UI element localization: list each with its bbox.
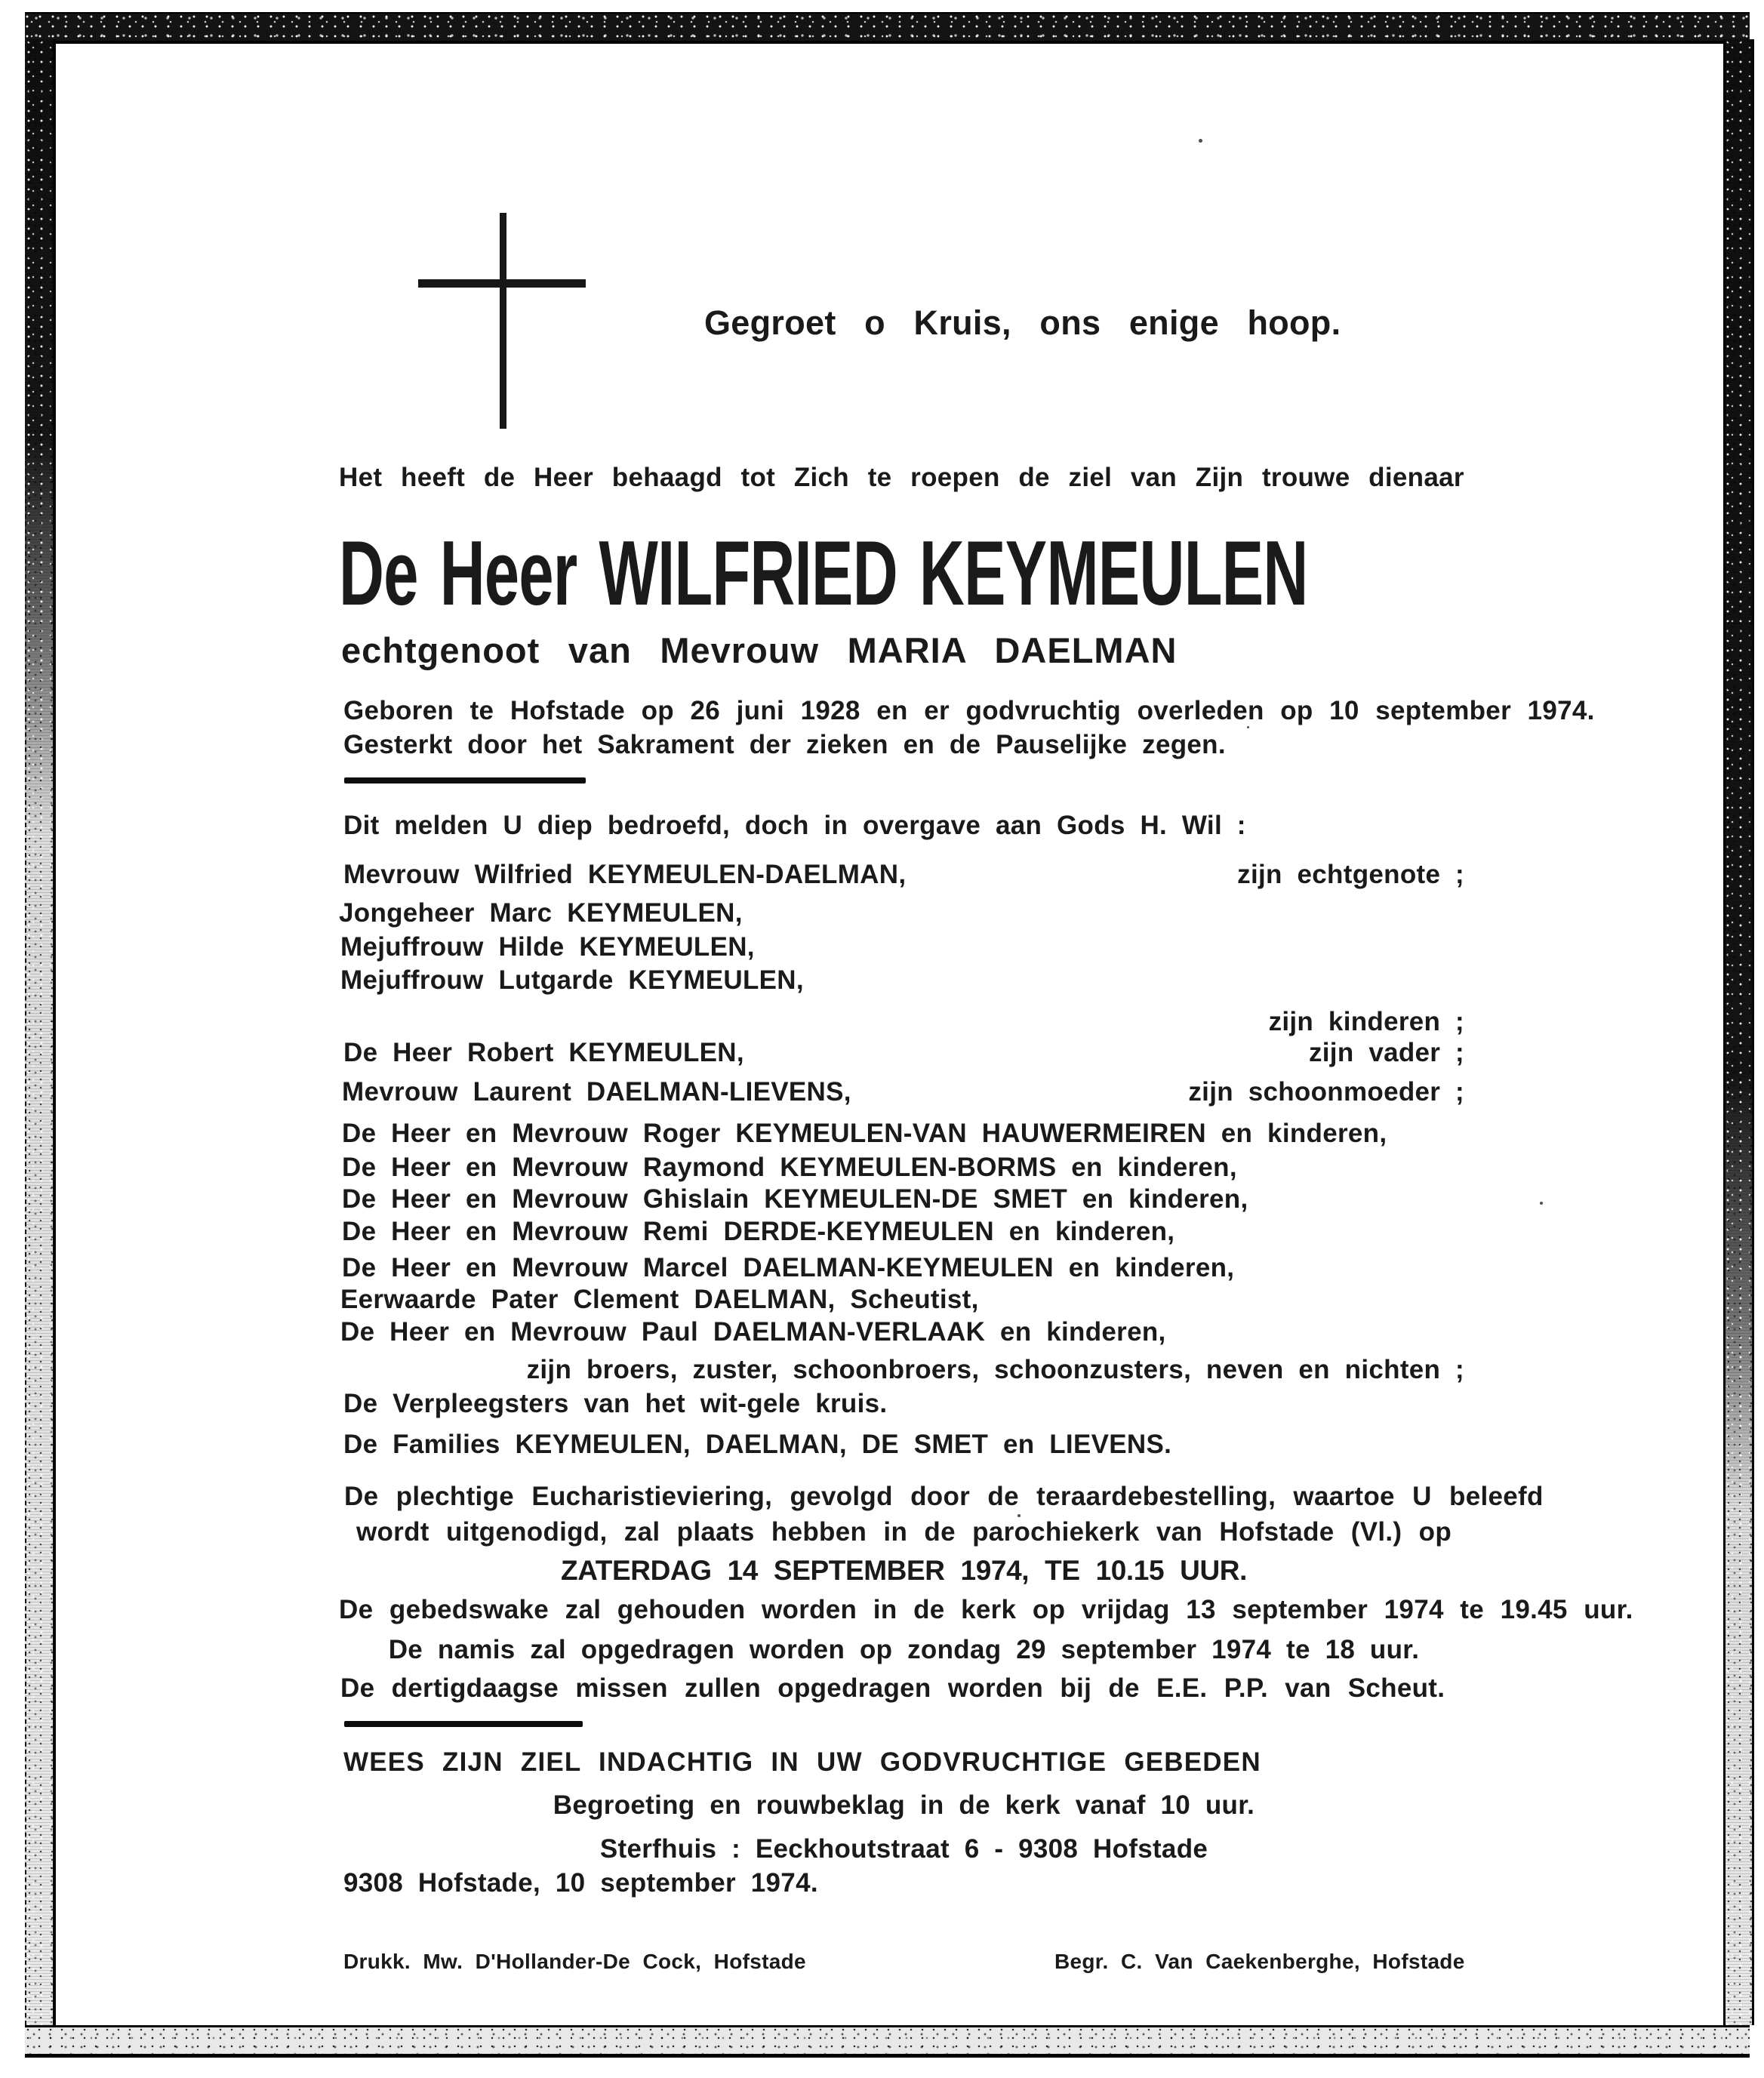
family-member: De Heer Robert KEYMEULEN, bbox=[343, 1038, 744, 1067]
frame-top-band bbox=[25, 12, 1750, 44]
thirty-day-line: De dertigdaagse missen zullen opgedragen worden bij de E.E. P.P. van Scheut. bbox=[340, 1673, 1445, 1703]
relation-label: zijn broers, zuster, schoonbroers, schoonzusters, neven en nichten ; bbox=[526, 1355, 1464, 1384]
family-member: Mejuffrouw Lutgarde KEYMEULEN, bbox=[340, 965, 804, 995]
scan-speck bbox=[1199, 139, 1202, 143]
family-member: De Heer en Mevrouw Marcel DAELMAN-KEYMEULEN en kinderen, bbox=[342, 1253, 1235, 1282]
relation-label: zijn kinderen ; bbox=[1268, 1007, 1464, 1036]
family-member: Jongeheer Marc KEYMEULEN, bbox=[339, 898, 743, 928]
frame-bottom-band bbox=[25, 2025, 1750, 2058]
greeting-line: Begroeting en rouwbeklag in de kerk vanaf 10 uur. bbox=[553, 1790, 1255, 1820]
family-member: De Heer en Mevrouw Raymond KEYMEULEN-BORMS en kinderen, bbox=[342, 1153, 1237, 1182]
deceased-name: De Heer WILFRIED KEYMEULEN bbox=[339, 522, 1308, 624]
family-member: De Heer en Mevrouw Paul DAELMAN-VERLAAK en kinderen, bbox=[340, 1317, 1166, 1347]
vigil-line: De gebedswake zal gehouden worden in de kerk op vrijdag 13 september 1974 te 19.45 uur. bbox=[339, 1595, 1633, 1624]
memorial-mass-line: De namis zal opgedragen worden op zondag 29 september 1974 te 18 uur. bbox=[388, 1635, 1420, 1664]
service-line-1: De plechtige Eucharistieviering, gevolgd door de teraardebestelling, waartoe U beleefd bbox=[344, 1482, 1544, 1511]
relation-label: zijn echtgenote ; bbox=[1237, 860, 1464, 889]
divider-rule bbox=[344, 1721, 583, 1727]
intro-line: Het heeft de Heer behaagd tot Zich te roepen de ziel van Zijn trouwe dienaar bbox=[339, 463, 1464, 492]
family-member: De Heer en Mevrouw Ghislain KEYMEULEN-DE SMET en kinderen, bbox=[342, 1184, 1248, 1214]
cross-horizontal-bar bbox=[418, 279, 586, 288]
service-datetime-line: ZATERDAG 14 SEPTEMBER 1974, TE 10.15 UUR. bbox=[561, 1555, 1247, 1586]
family-member: De Heer en Mevrouw Remi DERDE-KEYMEULEN en kinderen, bbox=[342, 1217, 1175, 1246]
relation-label: zijn schoonmoeder ; bbox=[1188, 1077, 1464, 1107]
life-dates-line: Geboren te Hofstade op 26 juni 1928 en er godvruchtig overleden op 10 september 1974. bbox=[343, 696, 1595, 725]
printer-credit: Drukk. Mw. D'Hollander-De Cock, Hofstade bbox=[343, 1950, 806, 1973]
scan-speck bbox=[1540, 1202, 1543, 1205]
mortuary-address-line: Sterfhuis : Eeckhoutstraat 6 - 9308 Hofstade bbox=[599, 1834, 1208, 1864]
family-member: Mevrouw Wilfried KEYMEULEN-DAELMAN, bbox=[343, 860, 907, 889]
divider-rule bbox=[344, 777, 586, 783]
relation-label: zijn vader ; bbox=[1308, 1038, 1464, 1067]
remembrance-line: WEES ZIJN ZIEL INDACHTIG IN UW GODVRUCHTIGE GEBEDEN bbox=[343, 1747, 1261, 1777]
frame-right-band bbox=[1723, 39, 1754, 2025]
motto-line: Gegroet o Kruis, ons enige hoop. bbox=[704, 303, 1341, 342]
family-member: Eerwaarde Pater Clement DAELMAN, Scheutist, bbox=[340, 1285, 979, 1314]
place-date-line: 9308 Hofstade, 10 september 1974. bbox=[343, 1868, 818, 1898]
family-member: Mevrouw Laurent DAELMAN-LIEVENS, bbox=[342, 1077, 851, 1107]
nurses-line: De Verpleegsters van het wit-gele kruis. bbox=[343, 1389, 888, 1418]
families-line: De Families KEYMEULEN, DAELMAN, DE SMET en LIEVENS. bbox=[343, 1430, 1172, 1459]
undertaker-credit: Begr. C. Van Caekenberghe, Hofstade bbox=[1054, 1950, 1465, 1973]
scan-speck bbox=[1247, 726, 1249, 728]
family-member: Mejuffrouw Hilde KEYMEULEN, bbox=[340, 932, 755, 962]
sacrament-line: Gesterkt door het Sakrament der zieken en de Pauselijke zegen. bbox=[343, 730, 1226, 759]
spouse-line: echtgenoot van Mevrouw MARIA DAELMAN bbox=[341, 630, 1178, 670]
family-member: De Heer en Mevrouw Roger KEYMEULEN-VAN HAUWERMEIREN en kinderen, bbox=[342, 1119, 1387, 1148]
service-line-2: wordt uitgenodigd, zal plaats hebben in de parochiekerk van Hofstade (Vl.) op bbox=[356, 1517, 1452, 1547]
frame-left-band bbox=[25, 39, 56, 2025]
announcement-line: Dit melden U diep bedroefd, doch in overgave aan Gods H. Wil : bbox=[343, 811, 1246, 840]
cross-vertical-bar bbox=[500, 213, 506, 429]
